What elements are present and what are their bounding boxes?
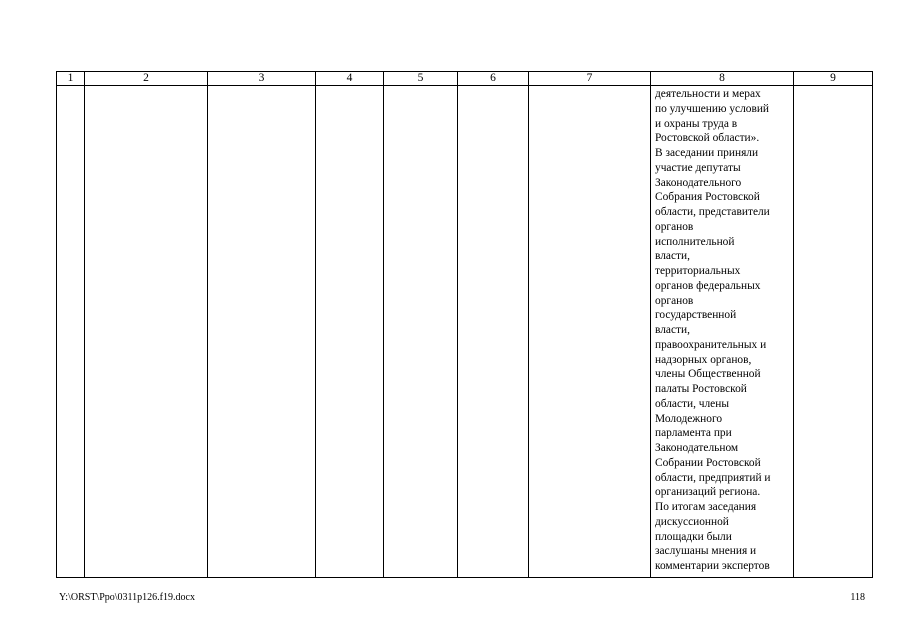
text-line: по улучшению условий: [655, 102, 770, 115]
column-header-4: 4: [316, 72, 384, 86]
footer-page-number: 118: [850, 592, 865, 603]
text-line: палаты Ростовской: [655, 383, 747, 395]
text-line: области, представители: [655, 206, 770, 218]
text-line: области, предприятий и: [655, 471, 771, 484]
text-line: области, члены: [655, 397, 729, 410]
text-line: В заседании приняли: [655, 147, 759, 159]
text-line: Законодательного: [655, 176, 742, 189]
document-table: [56, 71, 873, 578]
text-line: парламента при: [655, 427, 732, 440]
table-cell-4: [316, 86, 384, 578]
text-line: Собрания Ростовской: [655, 191, 760, 204]
text-line: территориальных: [655, 265, 741, 277]
text-line: органов: [655, 294, 694, 307]
column-header-9: 9: [794, 72, 873, 86]
text-line: надзорных органов,: [655, 353, 752, 366]
text-line: государственной: [655, 309, 737, 322]
text-line: исполнительной: [655, 235, 735, 248]
table-header-row: [57, 72, 873, 86]
table-row: [57, 86, 873, 578]
column-header-1: 1: [57, 72, 85, 86]
text-line: комментарии экспертов: [655, 560, 770, 572]
text-line: заслушаны мнения и: [655, 545, 757, 558]
column-header-7: 7: [529, 72, 651, 86]
column-header-8: 8: [651, 72, 794, 86]
table-cell-2: [85, 86, 208, 578]
footer-file-path: Y:\ORST\Ppo\0311p126.f19.docx: [59, 592, 195, 603]
table-cell-1: [57, 86, 85, 578]
table-cell-3: [208, 86, 316, 578]
text-line: участие депутаты: [655, 161, 741, 174]
text-line: Законодательном: [655, 442, 739, 454]
text-line: дискуссионной: [655, 515, 729, 528]
text-line: власти,: [655, 324, 690, 336]
text-line: органов федеральных: [655, 279, 761, 292]
column-8-text: [651, 86, 793, 574]
table-cell-5: [384, 86, 458, 578]
text-line: Ростовской области».: [655, 132, 760, 145]
table-cell-6: [458, 86, 529, 578]
text-line: организаций региона.: [655, 486, 761, 499]
table-cell-9: [794, 86, 873, 578]
text-line: правоохранительных и: [655, 338, 767, 351]
text-line: Собрании Ростовской: [655, 456, 761, 469]
text-line: члены Общественной: [655, 368, 761, 381]
column-header-2: 2: [85, 72, 208, 86]
text-line: По итогам заседания: [655, 501, 757, 513]
column-header-3: 3: [208, 72, 316, 86]
column-header-5: 5: [384, 72, 458, 86]
text-line: деятельности и мерах: [655, 88, 761, 100]
text-line: площадки были: [655, 530, 732, 543]
text-line: и охраны труда в: [655, 117, 738, 130]
table-cell-8: [651, 86, 794, 578]
text-line: органов: [655, 220, 694, 233]
table-cell-7: [529, 86, 651, 578]
text-line: власти,: [655, 250, 690, 263]
column-header-6: 6: [458, 72, 529, 86]
text-line: Молодежного: [655, 412, 723, 425]
